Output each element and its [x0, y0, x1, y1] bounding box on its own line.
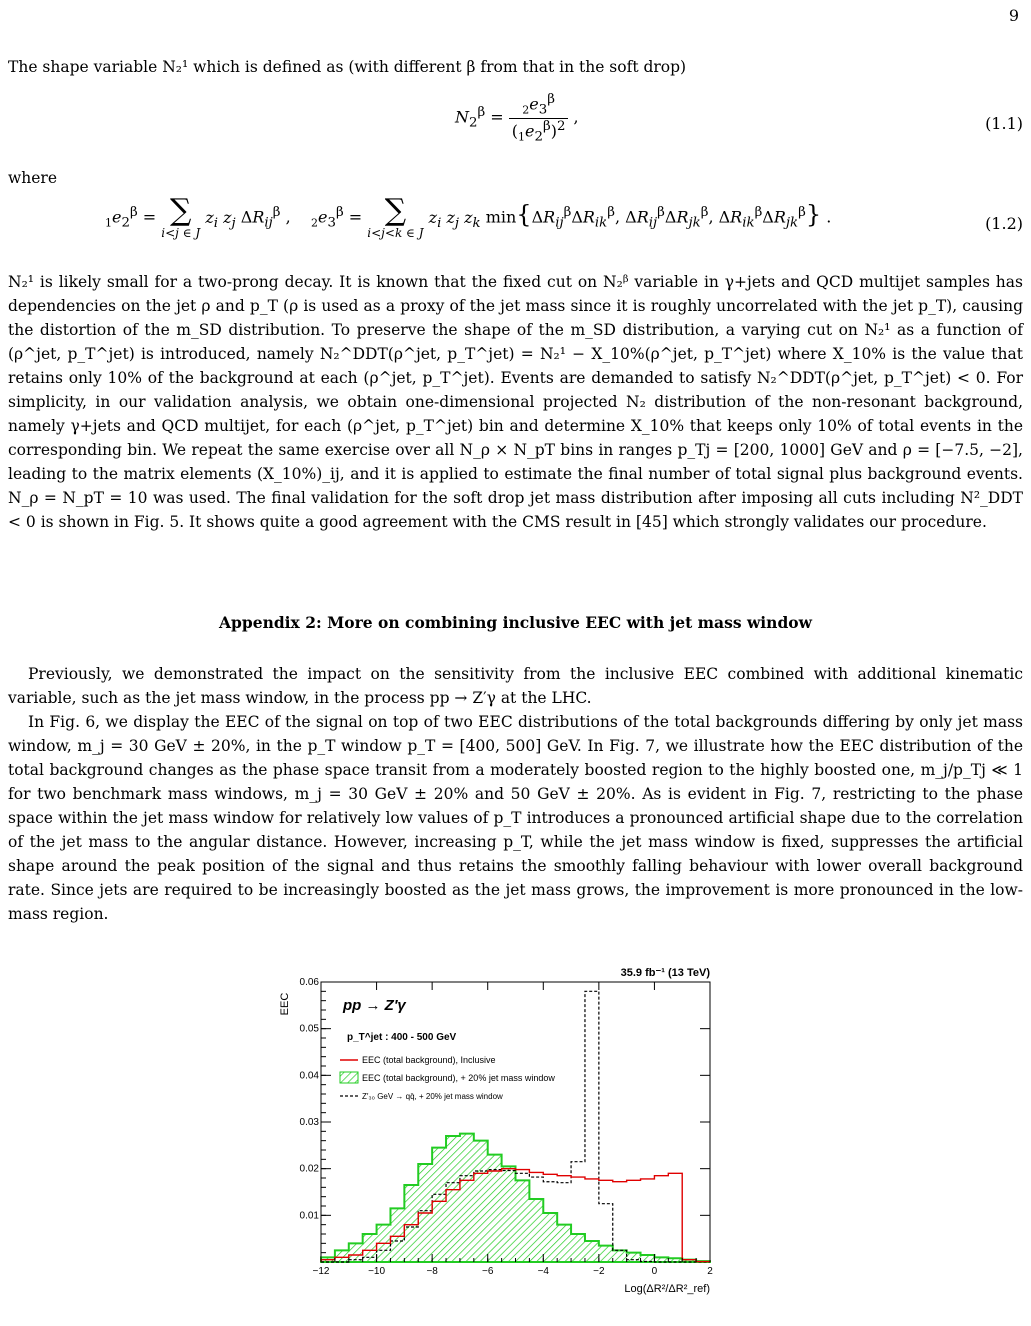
y-tick-label: 0.05 [299, 1023, 319, 1035]
x-tick-label: 0 [651, 1266, 658, 1277]
page-number: 9 [1008, 6, 1019, 25]
x-tick-label: −4 [537, 1266, 549, 1277]
pt-label: p_T^jet : 400 - 500 GeV [347, 1032, 457, 1043]
x-tick-label: −10 [368, 1266, 386, 1277]
paragraph-previously: Previously, we demonstrated the impact on the sensitivity from the inclusive EEC combined with additional kinematic variable, such as the jet mass window, in the process pp → Z′γ at the LHC. [8, 665, 1023, 707]
equation-number-1-2: (1.2) [985, 214, 1023, 233]
x-tick-label: −6 [482, 1266, 494, 1277]
equation-fraction: $\frac{_2e_3^\beta}{(_1e_2^\beta)^2}$ [509, 92, 569, 144]
equation-number-1-1: (1.1) [985, 114, 1023, 133]
legend-swatch-hatched [340, 1072, 358, 1083]
legend [340, 1055, 555, 1101]
y-tick-label: 0.02 [299, 1163, 319, 1175]
x-axis-label: Log(ΔR²/ΔR²_ref) [624, 1283, 710, 1295]
y-axis-label: EEC [279, 992, 291, 1016]
eec-chart [270, 962, 740, 1302]
x-tick-label: −8 [426, 1266, 438, 1277]
appendix-heading: Appendix 2: More on combining inclusive EEC with jet mass window [219, 613, 812, 632]
legend-label-signal: Z′₃₀ GeV → qq̄, + 20% jet mass window [362, 1092, 503, 1101]
intro-text: The shape variable N₂¹ which is defined as (with different β from that in the soft drop) [8, 58, 687, 76]
paragraph-n2-ddt: N₂¹ is likely small for a two-prong decay. It is known that the fixed cut on N₂ᵝ variable in γ+jets and QCD multijet samples has dependencies on the jet ρ and p_T (ρ is used as a proxy of the jet mass since it is roughly uncorrelated with the jet p_T), causing the distortion of the m_SD distribution. To preserve the shape of the m_SD distribution, a varying cut on N₂¹ as a function of (ρ^jet, p_T^jet) is introduced, namely N₂^DDT(ρ^jet, p_T^jet) = N₂¹ − X_10%(ρ^jet, p_T^jet) where X_10% is the value that retains only 10% of the background at each (ρ^jet, p_T^jet). Events are demanded to satisfy N₂^DDT(ρ^jet, p_T^jet) < 0. For simplicity, in our validation analysis, we obtain one-dimensional projected N₂ distribution of the non-resonant background, namely γ+jets and QCD multijet, for each (ρ^jet, p_T^jet) bin and determine X_10% that keeps only 10% of total events in the corresponding bin. We repeat the same exercise over all N_ρ × N_pT bins in ranges p_Tj = [200, 1000] GeV and ρ = [−7.5, −2], leading to the matrix elements (X_10%)_ij, and it is applied to estimate the final number of total signal plus background events. N_ρ = N_pT = 10 was used. The final validation for the soft drop jet mass distribution after imposing all cuts including N²_DDT < 0 is shown in Fig. 5. It shows quite a good agreement with the CMS result in [45] which strongly validates our procedure. [8, 273, 1023, 531]
y-tick-label: 0.06 [299, 977, 319, 988]
legend-label-inclusive: EEC (total background), Inclusive [362, 1055, 496, 1065]
legend-label-hatched: EEC (total background), + 20% jet mass window [362, 1073, 555, 1083]
equation-1-1: $N_2^\beta$ = $\frac{_2e_3^\beta}{(_1e_2^\beta)^2}$ , [455, 92, 579, 145]
process-label: pp → Z′γ [343, 997, 406, 1014]
intro-line [8, 55, 1023, 79]
x-tick-label: 2 [707, 1266, 713, 1277]
equation-1-2: $_1e_2^\beta$ = ∑ i<j ∈ J $z_i$ $z_j$ $\Delta R_{ij}^\beta$ , $_2e_3^\beta$ = ∑ i<j<k ∈ J $z_i$ $z_j$ $z_k$ $\min\{\Delta R_{ij}^\beta\Delta R_{ik}^\beta$, $\Delta R_{ij}^\beta\Delta R_{jk}^\beta$, $\Delta R_{ik}^\beta\Delta R_{jk}^\beta$} . [105, 193, 832, 240]
x-tick-label: −12 [312, 1266, 330, 1277]
paragraph-fig6-fig7: In Fig. 6, we display the EEC of the signal on top of two EEC distributions of the total backgrounds differing by only jet mass window, m_j = 30 GeV ± 20%, in the p_T window p_T = [400, 500] GeV. In Fig. 7, we illustrate how the EEC distribution of the total background changes as the phase space transit from a moderately boosted region to the highly boosted one, m_j/p_Tj ≪ 1 for two benchmark mass windows, m_j = 30 GeV ± 20% and 50 GeV ± 20%. As is evident in Fig. 7, restricting to the phase space within the jet mass window for relatively low values of p_T introduces a pronounced artificial shape due to the correlation of the jet mass to the angular distance. However, increasing p_T, while the jet mass window is fixed, suppresses the artificial shape around the peak position of the signal and thus retains the smoothly falling behaviour with lower overall background rate. Since jets are required to be increasingly boosted as the jet mass grows, the improvement is more pronounced in the low-mass region. [8, 713, 1023, 923]
lumi-label: 35.9 fb⁻¹ (13 TeV) [620, 967, 710, 979]
y-tick-label: 0.01 [299, 1210, 319, 1222]
y-tick-label: 0.04 [299, 1070, 319, 1082]
y-tick-label: 0.03 [299, 1117, 319, 1128]
where-label: where [8, 169, 58, 187]
x-tick-label: −2 [593, 1266, 605, 1277]
